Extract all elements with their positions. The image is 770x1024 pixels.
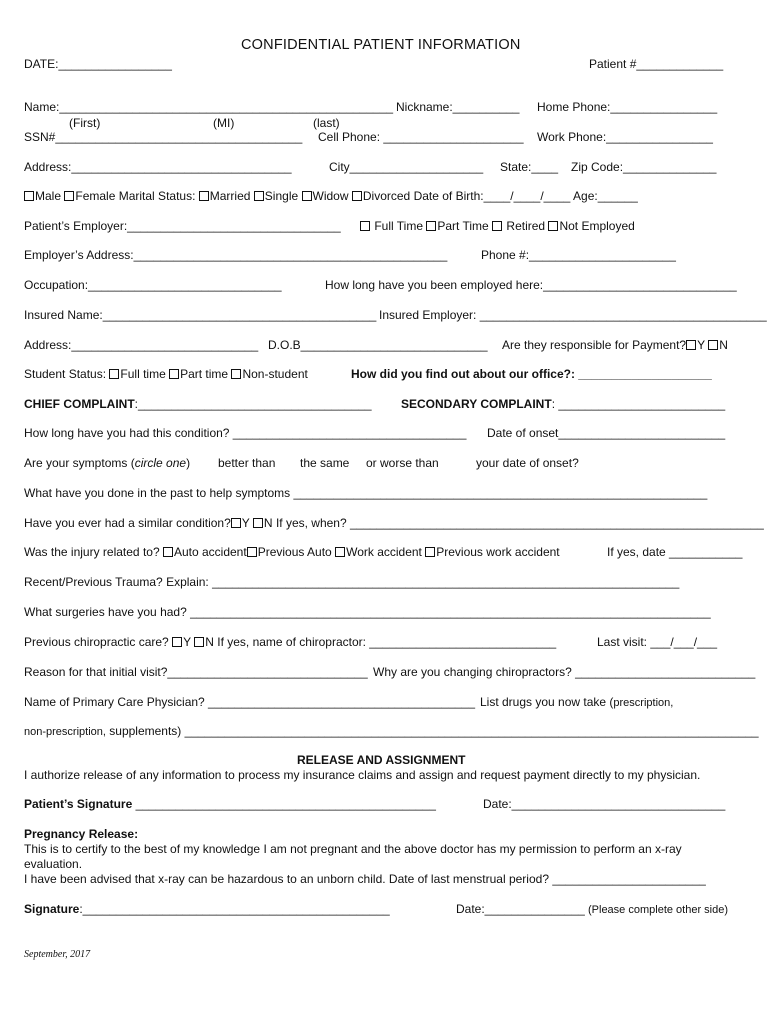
chiro-no-label: N (205, 635, 214, 649)
payment-responsibility-label: Are they responsible for Payment? (502, 338, 687, 352)
final-signature-label: Signature (24, 902, 80, 916)
menstrual-period-field[interactable]: I have been advised that x-ray can be hazardous to an unborn child. Date of last menstrual period? _______________________ (24, 872, 706, 886)
patient-signature-field[interactable] (24, 797, 436, 811)
non-student-checkbox[interactable] (231, 369, 241, 379)
part-time-checkbox[interactable] (426, 221, 436, 231)
payment-no-checkbox[interactable] (708, 340, 718, 350)
final-signature-field[interactable] (24, 902, 390, 916)
injury-related-row (24, 545, 560, 559)
previous-auto-label: Previous Auto (257, 545, 332, 559)
footer-date: September, 2017 (24, 949, 91, 960)
changing-reason-field[interactable]: Why are you changing chiropractors? ___________________________ (373, 665, 756, 679)
chiro-yes-checkbox[interactable] (172, 637, 182, 647)
complete-other-side-note: (Please complete other side) (588, 904, 729, 916)
sex-marital-row (24, 189, 638, 203)
married-checkbox[interactable] (199, 191, 209, 201)
insured-employer-field[interactable]: Insured Employer: ___________________________________________ (379, 308, 767, 322)
page-title: CONFIDENTIAL PATIENT INFORMATION (241, 37, 521, 53)
single-label: Single (264, 189, 299, 203)
non-student-label: Non-student (242, 367, 308, 381)
not-employed-label: Not Employed (559, 219, 635, 233)
final-signature-line: :______________________________________________ (79, 902, 390, 916)
employer-field[interactable]: Patient’s Employer:________________________________ (24, 219, 341, 233)
nickname-field[interactable]: Nickname:__________ (396, 100, 520, 114)
zip-field[interactable]: Zip Code:______________ (571, 160, 717, 174)
female-label: Female (75, 189, 116, 203)
part-time-label: Part Time (437, 219, 489, 233)
name-last-caption: (last) (313, 116, 340, 130)
initial-visit-reason-field[interactable]: Reason for that initial visit?______________________________ (24, 665, 368, 679)
work-accident-label: Work accident (346, 545, 422, 559)
male-label: Male (35, 189, 62, 203)
name-first-caption: (First) (69, 116, 101, 130)
retired-label: Retired (506, 219, 546, 233)
name-field[interactable]: Name:__________________________________________________ (24, 100, 394, 114)
date-of-birth-field[interactable]: Date of Birth:____/____/____ (413, 189, 571, 203)
widow-label: Widow (312, 189, 349, 203)
full-time-checkbox[interactable] (360, 221, 370, 231)
male-checkbox[interactable] (24, 191, 34, 201)
payment-no-label: N (719, 338, 728, 352)
student-full-time-label: Full time (120, 367, 166, 381)
payment-responsibility-row (502, 338, 728, 352)
cell-phone-field[interactable]: Cell Phone: _____________________ (318, 130, 524, 144)
insured-address-field[interactable]: Address:____________________________ (24, 338, 259, 352)
married-label: Married (209, 189, 251, 203)
secondary-complaint-label: SECONDARY COMPLAINT (401, 397, 552, 411)
chief-complaint-line: :___________________________________ (134, 397, 372, 411)
widow-checkbox[interactable] (302, 191, 312, 201)
release-heading: RELEASE AND ASSIGNMENT (297, 753, 466, 767)
single-checkbox[interactable] (254, 191, 264, 201)
ssn-field[interactable]: SSN#_____________________________________ (24, 130, 303, 144)
symptoms-tail-text: your date of onset? (476, 456, 579, 470)
payment-yes-label: Y (697, 338, 705, 352)
full-time-label: Full Time (374, 219, 424, 233)
occupation-field[interactable]: Occupation:_____________________________ (24, 278, 282, 292)
date-of-onset-field[interactable]: Date of onset_________________________ (487, 426, 726, 440)
similar-no-label: N (263, 516, 273, 530)
injury-related-label: Was the injury related to? (24, 545, 160, 559)
student-part-time-label: Part time (180, 367, 229, 381)
pregnancy-text-1: This is to certify to the best of my knowledge I am not pregnant and the above doctor has my permission to perform an x-ray (24, 842, 682, 856)
student-status-label: Student Status: (24, 367, 107, 381)
employer-address-field[interactable]: Employer’s Address:_______________________________________________ (24, 248, 448, 262)
address-field[interactable]: Address:_________________________________ (24, 160, 292, 174)
similar-when-field[interactable]: If yes, when? ______________________________________________________________ (275, 516, 764, 530)
signature-date-field[interactable]: Date:________________________________ (483, 797, 726, 811)
chiro-no-checkbox[interactable] (194, 637, 204, 647)
trauma-explain-field[interactable]: Recent/Previous Trauma? Explain: ______________________________________________________________________ (24, 575, 680, 589)
retired-checkbox[interactable] (492, 221, 502, 231)
not-employed-checkbox[interactable] (548, 221, 558, 231)
referral-source-field[interactable]: How did you find out about our office?: ____________________ (351, 367, 712, 381)
previous-work-accident-checkbox[interactable] (425, 547, 435, 557)
similar-yes-checkbox[interactable] (231, 518, 241, 528)
similar-yes-label: Y (241, 516, 250, 530)
auto-accident-label: Auto accident (173, 545, 247, 559)
city-field[interactable]: City____________________ (329, 160, 484, 174)
pregnancy-text-2: evaluation. (24, 857, 83, 871)
student-full-time-checkbox[interactable] (109, 369, 119, 379)
release-text: I authorize release of any information to process my insurance claims and assign and request payment directly to my physician. (24, 768, 701, 782)
past-treatment-field[interactable]: What have you done in the past to help symptoms ______________________________________________________________ (24, 486, 708, 500)
condition-duration-field[interactable]: How long have you had this condition? ___________________________________ (24, 426, 467, 440)
chiropractor-name-field[interactable]: If yes, name of chiropractor: ____________________________ (217, 635, 557, 649)
final-date-field[interactable]: Date:_______________ (456, 902, 585, 916)
female-checkbox[interactable] (64, 191, 74, 201)
payment-yes-checkbox[interactable] (686, 340, 696, 350)
home-phone-field[interactable]: Home Phone:________________ (537, 100, 718, 114)
surgeries-field[interactable]: What surgeries have you had? ______________________________________________________________________________ (24, 605, 711, 619)
chiro-yes-label: Y (183, 635, 191, 649)
patient-signature-label: Patient’s Signature (24, 797, 133, 811)
injury-date-field[interactable]: If yes, date ___________ (607, 545, 743, 559)
divorced-label: Divorced (362, 189, 411, 203)
previous-chiro-label: Previous chiropractic care? (24, 635, 169, 649)
previous-auto-checkbox[interactable] (247, 547, 257, 557)
option-the-same[interactable]: the same (300, 456, 350, 470)
employer-phone-field[interactable]: Phone #:______________________ (481, 248, 676, 262)
previous-work-accident-label: Previous work accident (436, 545, 560, 559)
option-better-than[interactable]: better than (218, 456, 276, 470)
divorced-checkbox[interactable] (352, 191, 362, 201)
last-visit-field[interactable]: Last visit: ___/___/___ (597, 635, 718, 649)
drugs-label: List drugs you now take (prescription, (480, 695, 674, 709)
patient-signature-line: _____________________________________________ (132, 797, 436, 811)
marital-status-label: Marital Status: (118, 189, 196, 203)
date-field[interactable]: DATE:_________________ (24, 57, 172, 71)
secondary-complaint-field[interactable] (401, 397, 725, 411)
previous-chiro-row (24, 635, 556, 649)
employment-status-row (360, 219, 635, 233)
chief-complaint-field[interactable] (24, 397, 372, 411)
secondary-complaint-line: : _________________________ (551, 397, 726, 411)
patient-number-field[interactable]: Patient #_____________ (589, 57, 724, 71)
insured-name-field[interactable]: Insured Name:_________________________________________ (24, 308, 377, 322)
age-field[interactable]: Age:______ (573, 189, 638, 203)
pregnancy-heading: Pregnancy Release: (24, 827, 139, 841)
similar-condition-label: Have you ever had a similar condition? (24, 516, 231, 530)
student-part-time-checkbox[interactable] (169, 369, 179, 379)
chief-complaint-label: CHIEF COMPLAINT (24, 397, 135, 411)
auto-accident-checkbox[interactable] (163, 547, 173, 557)
drugs-field[interactable]: non-prescription, supplements) ______________________________________________________________________________________ (24, 724, 759, 738)
work-phone-field[interactable]: Work Phone:________________ (537, 130, 713, 144)
similar-condition-row (24, 516, 764, 530)
insured-dob-field[interactable]: D.O.B____________________________ (268, 338, 488, 352)
primary-physician-field[interactable]: Name of Primary Care Physician? ________________________________________ (24, 695, 476, 709)
similar-no-checkbox[interactable] (253, 518, 263, 528)
student-status-row (24, 367, 308, 381)
circle-one-hint: circle one (134, 456, 187, 470)
work-accident-checkbox[interactable] (335, 547, 345, 557)
state-field[interactable]: State:____ (500, 160, 559, 174)
employment-length-field[interactable]: How long have you been employed here:_____________________________ (325, 278, 737, 292)
name-mi-caption: (MI) (213, 116, 235, 130)
symptoms-question: Are your symptoms (circle one) (24, 456, 191, 470)
option-worse-than[interactable]: or worse than (366, 456, 439, 470)
